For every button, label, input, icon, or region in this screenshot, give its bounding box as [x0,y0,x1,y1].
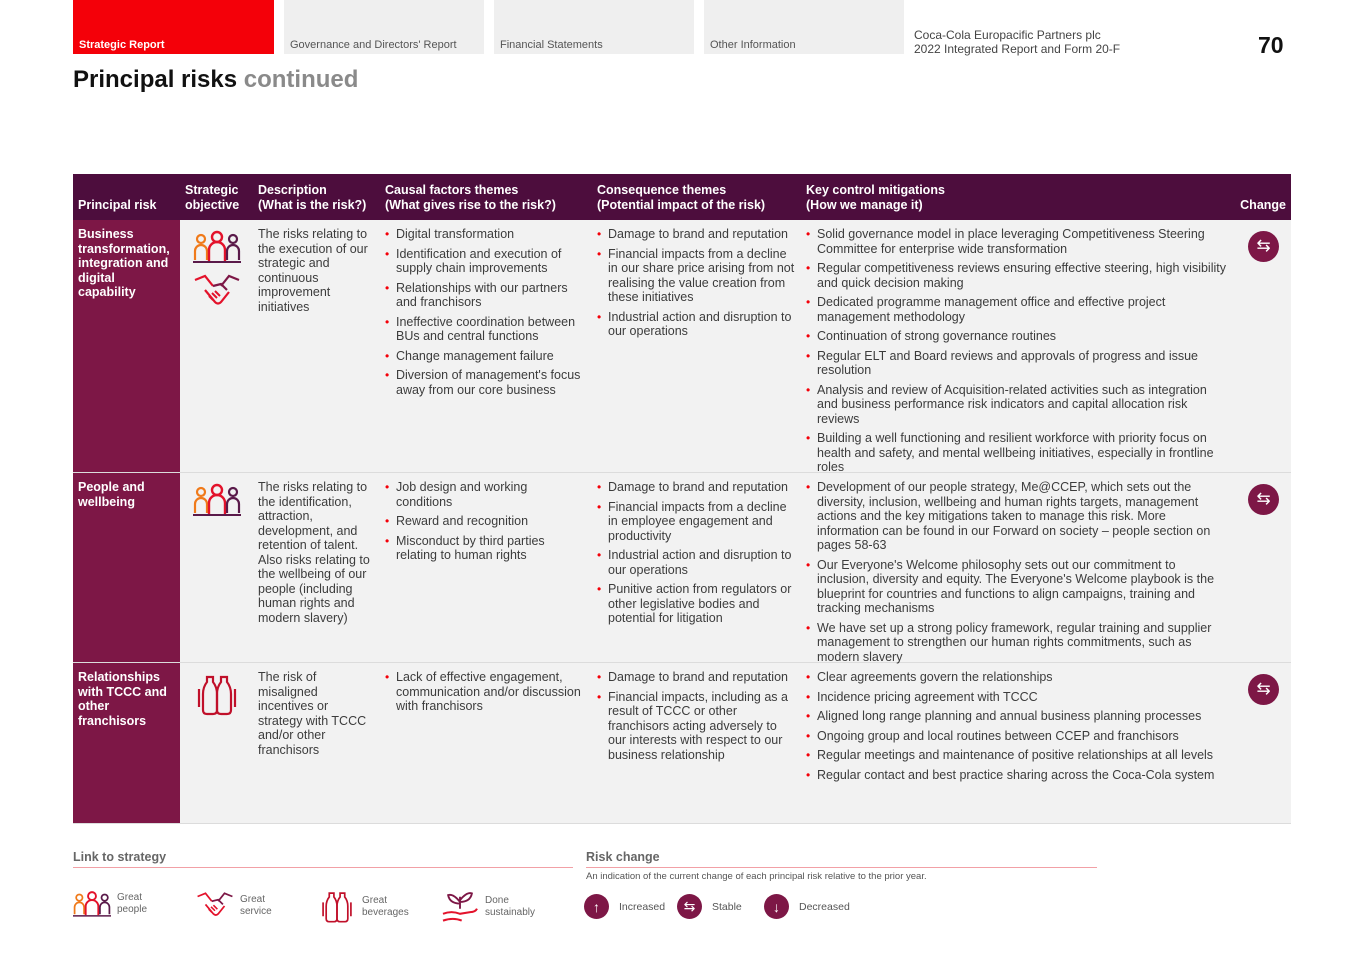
stable-change-icon: ⇆ [1248,674,1279,705]
list-item: • Misconduct by third parties relating to human rights [385,534,587,563]
change-cell [1233,220,1291,472]
consequence-cell [592,663,801,823]
stable-change-icon: ⇆ [1248,484,1279,515]
change-cell [1233,473,1291,662]
risk-name: Relationships with TCCC and other franchisors [73,663,180,823]
header-strategic-objective: Strategic objective [185,183,240,212]
great-beverages-icon [195,673,239,717]
change-cell [1233,663,1291,823]
great-people-icon [193,483,241,517]
list-item: • Change management failure [385,349,587,364]
list-item: • Regular contact and best practice sharing across the Coca-Cola system [806,768,1228,783]
causal-factors-cell [380,220,592,472]
strategic-objective-cell [180,663,253,823]
tab-governance[interactable]: Governance and Directors' Report [284,0,484,54]
list-item: • Continuation of strong governance routines [806,329,1228,344]
list-item: • Lack of effective engagement, communication and/or discussion with franchisors [385,670,587,714]
causal-factors-cell [380,663,592,823]
list-item: • Job design and working conditions [385,480,587,509]
list-item: • Diversion of management's focus away from our core business [385,368,587,397]
list-item: • Dedicated programme management office and effective project management methodology [806,295,1228,324]
legend-great-people: Great people [73,890,165,918]
list-item: • Financial impacts, including as a result of TCCC or other franchisors acting adversely to our interests with respect to our business relationship [597,690,796,763]
list-item: • Punitive action from regulators or other legislative bodies and potential for litigation [597,582,796,626]
report-name: 2022 Integrated Report and Form 20-F [914,42,1121,56]
table-row [73,220,1291,473]
mitigations-cell [801,473,1233,662]
legend-increased: ↑ Increased [584,894,665,919]
list-item: • We have set up a strong policy framework, regular training and supplier management to strengthen our human rights commitments, such as modern slavery [806,621,1228,665]
page-number: 70 [1258,32,1284,58]
list-item: • Regular competitiveness reviews ensuring effective steering, high visibility and quick decision making [806,261,1228,290]
causal-factors-cell [380,473,592,662]
tab-financial-statements[interactable]: Financial Statements [494,0,694,54]
header-change: Change [1240,198,1286,212]
consequence-cell [592,473,801,662]
great-service-icon [193,272,241,312]
risk-description: The risks relating to the execution of our strategic and continuous improvement initiatives [253,220,380,472]
document-info [914,28,1120,56]
list-item: • Analysis and review of Acquisition-related activities such as integration and business performance risk indicators and capital allocation risk reviews [806,383,1228,427]
risk-change-note: An indication of the current change of each principal risk relative to the prior year. [586,871,927,882]
legend-stable: ⇆ Stable [677,894,742,919]
great-people-icon [73,890,111,918]
table-header [73,174,1291,220]
list-item: • Digital transformation [385,227,587,242]
great-people-icon [193,230,241,264]
header-consequence-themes: Consequence themes (Potential impact of the risk) [597,183,766,212]
list-item: • Clear agreements govern the relationships [806,670,1228,685]
table-row [73,473,1291,663]
mitigations-cell [801,663,1233,823]
list-item: • Damage to brand and reputation [597,227,796,242]
header-description: Description (What is the risk?) [258,183,367,212]
list-item: • Financial impacts from a decline in employee engagement and productivity [597,500,796,544]
strategic-objective-cell [180,473,253,662]
table-row [73,663,1291,824]
header-causal-factors: Causal factors themes (What gives rise to the risk?) [385,183,556,212]
page-title [73,66,358,94]
legend-great-beverages: Great beverages [318,890,417,924]
consequence-cell [592,220,801,472]
mitigations-cell [801,220,1233,472]
arrow-down-icon: ↓ [764,894,789,919]
list-item: • Ongoing group and local routines between CCEP and franchisors [806,729,1228,744]
list-item: • Financial impacts from a decline in our share price arising from not realising the value creation from these initiatives [597,247,796,305]
legend-great-service: Great service [196,890,288,922]
company-name: Coca-Cola Europacific Partners plc [914,28,1101,42]
risk-name: Business transformation, integration and digital capability [73,220,180,472]
list-item: • Regular ELT and Board reviews and approvals of progress and issue resolution [806,349,1228,378]
list-item: • Development of our people strategy, Me@CCEP, which sets out the diversity, inclusion, wellbeing and human rights targets, management actions and the key mitigations taken to manage this risk. More information can be found in our Forward on society – people section on pages 58-63 [806,480,1228,553]
list-item: • Industrial action and disruption to our operations [597,548,796,577]
strategic-objective-cell [180,220,253,472]
list-item: • Relationships with our partners and franchisors [385,281,587,310]
tab-strategic-report[interactable]: Strategic Report [73,0,274,54]
risk-description: The risk of misaligned incentives or strategy with TCCC and/or other franchisors [253,663,380,823]
great-beverages-icon [318,890,356,924]
list-item: • Building a well functioning and resilient workforce with priority focus on health and safety, and mental wellbeing initiatives, especially in frontline roles [806,431,1228,475]
link-to-strategy-title: Link to strategy [73,850,573,868]
list-item: • Industrial action and disruption to our operations [597,310,796,339]
done-sustainably-icon [441,890,479,924]
list-item: • Damage to brand and reputation [597,480,796,495]
list-item: • Identification and execution of supply chain improvements [385,247,587,276]
list-item: • Our Everyone's Welcome philosophy sets out our commitment to inclusion, diversity and equity. The Everyone's Welcome playbook is the blueprint for countries and functions to align campaigns, training and tracking mechanisms [806,558,1228,616]
stable-arrows-icon: ⇆ [677,894,702,919]
header-principal-risk: Principal risk [78,198,157,212]
legend-done-sustainably: Done sustainably [441,890,545,924]
legend-decreased: ↓ Decreased [764,894,850,919]
list-item: • Solid governance model in place leveraging Competitiveness Steering Committee for enterprise wide transformation [806,227,1228,256]
list-item: • Reward and recognition [385,514,587,529]
principal-risks-table [73,174,1291,824]
list-item: • Incidence pricing agreement with TCCC [806,690,1228,705]
page-title-sub: continued [243,66,359,93]
risk-change-title: Risk change [586,850,1097,868]
header-key-control-mitigations: Key control mitigations (How we manage it) [806,183,945,212]
stable-change-icon: ⇆ [1248,231,1279,262]
list-item: • Ineffective coordination between BUs and central functions [385,315,587,344]
tab-other-information[interactable]: Other Information [704,0,904,54]
great-service-icon [196,890,234,922]
arrow-up-icon: ↑ [584,894,609,919]
risk-description: The risks relating to the identification, attraction, development, and retention of talent. Also risks relating to the wellbeing of our people (including human rights and modern slavery) [253,473,380,662]
list-item: • Aligned long range planning and annual business planning processes [806,709,1228,724]
risk-name: People and wellbeing [73,473,180,662]
list-item: • Damage to brand and reputation [597,670,796,685]
list-item: • Regular meetings and maintenance of positive relationships at all levels [806,748,1228,763]
page-title-main: Principal risks [73,66,238,93]
